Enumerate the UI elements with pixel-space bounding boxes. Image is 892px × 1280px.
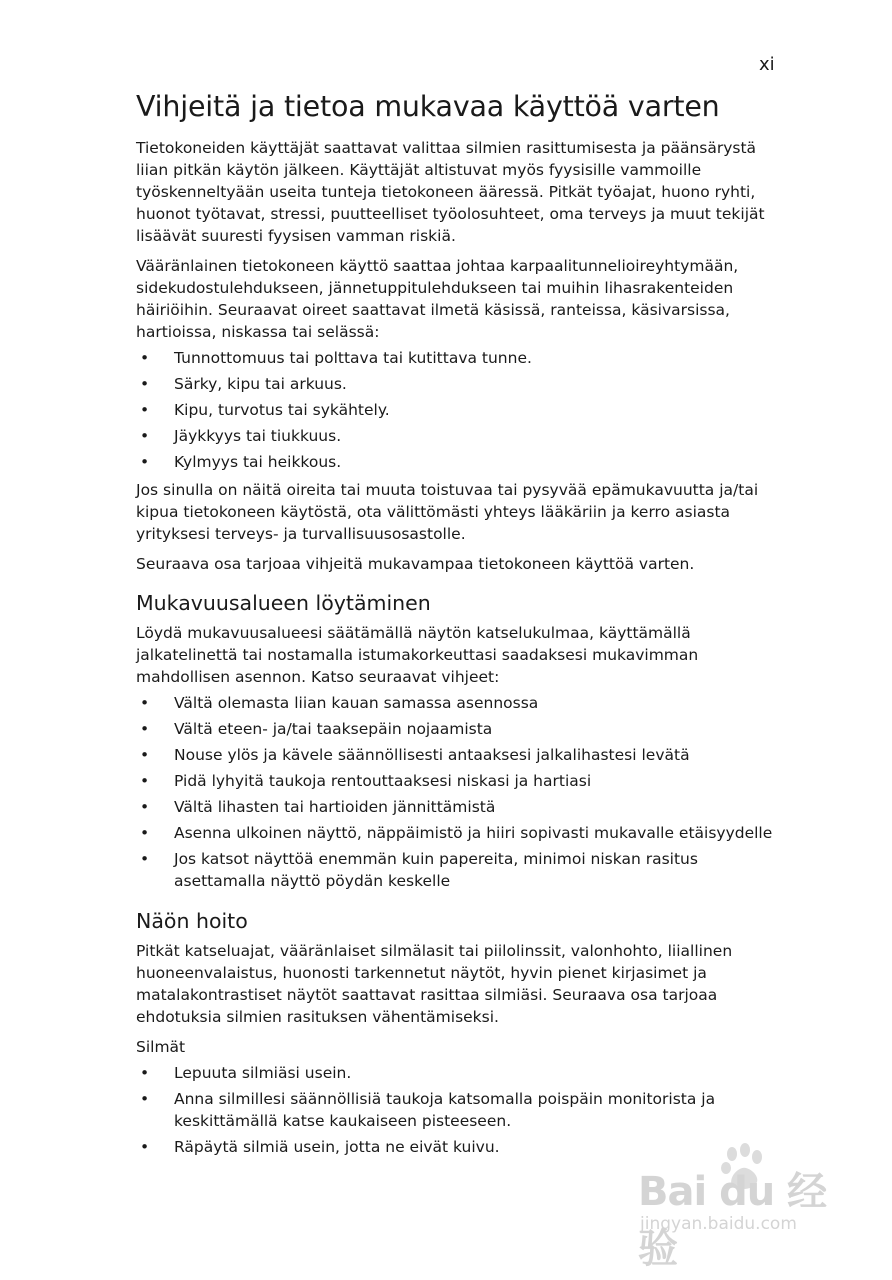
eyes-subheading: Silmät — [136, 1038, 186, 1056]
bullet-icon: • — [140, 720, 150, 738]
baidu-watermark — [632, 1140, 852, 1272]
list-item: • Nouse ylös ja kävele säännöllisesti antaaksesi jalkalihastesi levätä — [140, 746, 690, 764]
page-number: xi — [759, 54, 775, 75]
bullet-icon: • — [140, 850, 150, 868]
page-title: Vihjeitä ja tietoa mukavaa käyttöä varten — [136, 90, 720, 123]
comfort-paragraph: Löydä mukavuusalueesi säätämällä näytön katselukulmaa, käyttämällä jalkatelinettä tai nostamalla istumakorkeuttasi saadaksesi mukavimman mahdollisen asennon. Katso seuraavat vihjeet: — [136, 624, 699, 686]
watermark-url: jingyan.baidu.com — [640, 1214, 797, 1234]
list-item: • Kipu, turvotus tai sykähtely. — [140, 401, 390, 419]
list-item: • Jos katsot näyttöä enemmän kuin papereita, minimoi niskan rasitus asettamalla näyttö pöydän keskelle — [140, 850, 698, 890]
list-item: • Asenna ulkoinen näyttö, näppäimistö ja hiiri sopivasti mukavalle etäisyydelle — [140, 824, 773, 842]
vision-paragraph: Pitkät katseluajat, vääränlaiset silmälasit tai piilolinssit, valonhohto, liiallinen huoneenvalaistus, huonosti tarkennetut näytöt, hyvin pienet kirjasimet ja matalakontrastiset näytöt saattavat rasittaa silmiäsi. Seuraava osa tarjoaa ehdotuksia silmien rasituksen vähentämiseksi. — [136, 942, 733, 1026]
watermark-logo: Bai du 经验 — [638, 1169, 827, 1272]
list-item: • Lepuuta silmiäsi usein. — [140, 1064, 352, 1082]
bullet-icon: • — [140, 453, 150, 471]
section-heading-vision: Näön hoito — [136, 909, 248, 933]
bullet-icon: • — [140, 375, 150, 393]
comfort-list — [136, 692, 786, 892]
list-item: • Pidä lyhyitä taukoja rentouttaaksesi niskasi ja hartiasi — [140, 772, 592, 790]
bullet-icon: • — [140, 1064, 150, 1082]
advice-paragraph: Jos sinulla on näitä oireita tai muuta toistuvaa tai pysyvää epämukavuutta ja/tai kipua tietokoneen käytöstä, ota välittömästi yhteys lääkäriin ja kerro asiasta yrityksesi terveys- ja turvallisuusosastolle. — [136, 481, 759, 543]
list-item: • Vältä lihasten tai hartioiden jännittämistä — [140, 798, 496, 816]
section-heading-comfort: Mukavuusalueen löytäminen — [136, 591, 431, 615]
intro-paragraph-1: Tietokoneiden käyttäjät saattavat valittaa silmien rasittumisesta ja päänsärystä liian pitkän käytön jälkeen. Käyttäjät altistuvat myös fyysisille vammoille työskenneltyään useita tunteja tietokoneen ääressä. Pitkät työajat, huono ryhti, huonot työtavat, stressi, puutteelliset työolosuhteet, oma terveys ja muut tekijät lisäävät suuresti fyysisen vamman riskiä. — [136, 139, 765, 245]
bullet-icon: • — [140, 694, 150, 712]
symptom-list — [136, 347, 786, 473]
list-item: • Tunnottomuus tai polttava tai kutittava tunne. — [140, 349, 532, 367]
bullet-icon: • — [140, 1138, 150, 1156]
bullet-icon: • — [140, 772, 150, 790]
bullet-icon: • — [140, 746, 150, 764]
document-body — [136, 90, 786, 1164]
list-item: • Särky, kipu tai arkuus. — [140, 375, 347, 393]
list-item: • Vältä olemasta liian kauan samassa asennossa — [140, 694, 539, 712]
list-item: • Anna silmillesi säännöllisiä taukoja katsomalla poispäin monitorista ja keskittämällä katse kaukaiseen pisteeseen. — [140, 1090, 716, 1130]
list-item: • Vältä eteen- ja/tai taaksepäin nojaamista — [140, 720, 493, 738]
intro-paragraph-2: Vääränlainen tietokoneen käyttö saattaa johtaa karpaalitunnelioireyhtymään, sidekudostulehdukseen, jännetuppitulehdukseen tai muihin lihasrakenteiden häiriöihin. Seuraavat oireet saattavat ilmetä käsissä, ranteissa, käsivarsissa, hartioissa, niskassa tai selässä: — [136, 257, 739, 341]
list-item: • Kylmyys tai heikkous. — [140, 453, 342, 471]
list-item: • Jäykkyys tai tiukkuus. — [140, 427, 342, 445]
bullet-icon: • — [140, 824, 150, 842]
transition-paragraph: Seuraava osa tarjoaa vihjeitä mukavampaa tietokoneen käyttöä varten. — [136, 555, 695, 573]
bullet-icon: • — [140, 349, 150, 367]
list-item: • Räpäytä silmiä usein, jotta ne eivät kuivu. — [140, 1138, 500, 1156]
bullet-icon: • — [140, 798, 150, 816]
bullet-icon: • — [140, 427, 150, 445]
bullet-icon: • — [140, 1090, 150, 1108]
bullet-icon: • — [140, 401, 150, 419]
